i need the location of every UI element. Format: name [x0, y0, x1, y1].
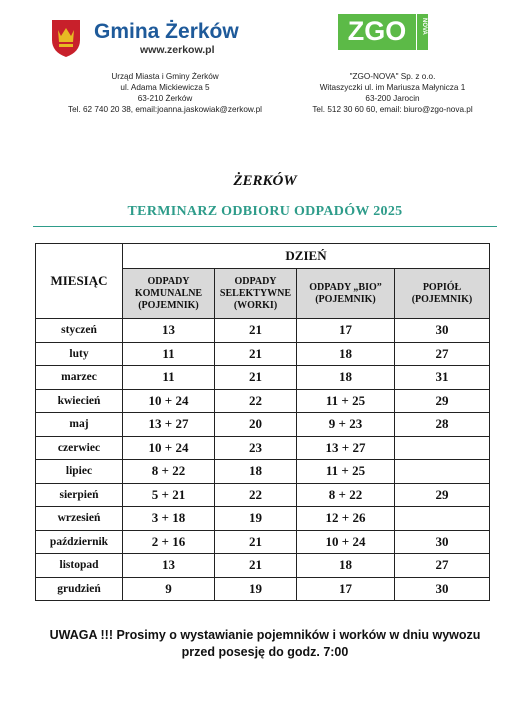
day-cell: 20 — [215, 413, 297, 437]
day-cell — [395, 507, 490, 531]
day-cell: 19 — [215, 577, 297, 601]
schedule-table — [35, 243, 490, 601]
column-header-line: ODPADY — [234, 275, 277, 287]
note-line: przed posesję do godz. 7:00 — [181, 645, 349, 659]
day-cell: 11 + 25 — [297, 389, 395, 413]
day-header: DZIEŃ — [123, 244, 490, 269]
address-line: Witaszyczki ul. im Mariusza Małynicza 1 — [319, 83, 466, 92]
day-cell: 5 + 21 — [123, 483, 215, 507]
month-cell: marzec — [36, 366, 123, 390]
page-title: TERMINARZ ODBIORU ODPADÓW 2025 — [127, 204, 403, 219]
column-header-komunalne — [123, 269, 215, 319]
column-header-line: (WORKI) — [233, 299, 278, 311]
table-row — [36, 460, 490, 484]
address-line: "ZGO-NOVA" Sp. z o.o. — [349, 72, 436, 81]
day-cell — [395, 436, 490, 460]
day-cell: 13 — [123, 554, 215, 578]
day-cell: 12 + 26 — [297, 507, 395, 531]
table-row — [36, 554, 490, 578]
month-cell: listopad — [36, 554, 123, 578]
day-cell: 11 — [123, 366, 215, 390]
day-cell: 11 + 25 — [297, 460, 395, 484]
month-cell: grudzień — [36, 577, 123, 601]
month-cell: czerwiec — [36, 436, 123, 460]
month-cell: wrzesień — [36, 507, 123, 531]
day-cell: 31 — [395, 366, 490, 390]
day-cell: 29 — [395, 483, 490, 507]
day-cell: 10 + 24 — [297, 530, 395, 554]
day-cell: 30 — [395, 319, 490, 343]
day-cell: 10 + 24 — [123, 389, 215, 413]
gmina-logo — [50, 16, 250, 64]
gmina-name: Gmina Żerków — [94, 20, 239, 43]
column-header-line: ODPADY — [147, 275, 190, 287]
address-right — [285, 71, 500, 115]
day-cell: 27 — [395, 342, 490, 366]
day-cell: 28 — [395, 413, 490, 437]
column-header-line: (POJEMNIK) — [411, 293, 473, 305]
schedule-body — [36, 319, 490, 601]
title-divider — [33, 226, 497, 227]
month-cell: luty — [36, 342, 123, 366]
day-cell: 10 + 24 — [123, 436, 215, 460]
table-row — [36, 483, 490, 507]
city-name: ŻERKÓW — [233, 173, 297, 189]
address-left — [40, 71, 290, 115]
column-header-line: POPIÓŁ — [422, 281, 462, 293]
address-line: ul. Adama Mickiewicza 5 — [120, 83, 210, 92]
address-line: 63-200 Jarocin — [365, 94, 420, 103]
day-cell: 13 + 27 — [123, 413, 215, 437]
day-cell: 18 — [215, 460, 297, 484]
column-header-line: SELEKTYWNE — [219, 287, 292, 299]
table-row — [36, 389, 490, 413]
month-cell: październik — [36, 530, 123, 554]
day-cell: 11 — [123, 342, 215, 366]
zgo-logo-text: ZGO — [347, 16, 407, 46]
day-cell: 8 + 22 — [297, 483, 395, 507]
column-header-line: (POJEMNIK) — [138, 299, 199, 311]
day-cell: 21 — [215, 342, 297, 366]
day-cell: 18 — [297, 342, 395, 366]
day-cell: 9 + 23 — [297, 413, 395, 437]
table-row — [36, 319, 490, 343]
day-cell: 30 — [395, 530, 490, 554]
table-row — [36, 413, 490, 437]
month-cell: lipiec — [36, 460, 123, 484]
column-header-line: (POJEMNIK) — [315, 293, 376, 305]
note-line: UWAGA !!! Prosimy o wystawianie pojemników i worków w dniu wywozu — [49, 628, 481, 642]
column-header-selektywne — [215, 269, 297, 319]
zgo-logo-side-text: NOVA — [421, 18, 427, 35]
column-header-bio — [297, 269, 395, 319]
day-cell: 27 — [395, 554, 490, 578]
day-cell: 22 — [215, 389, 297, 413]
day-cell: 2 + 16 — [123, 530, 215, 554]
address-line: 63-210 Żerków — [137, 94, 193, 103]
zgo-logo — [338, 14, 430, 54]
day-cell: 13 + 27 — [297, 436, 395, 460]
column-header-popiol — [395, 269, 490, 319]
day-cell: 30 — [395, 577, 490, 601]
table-row — [36, 577, 490, 601]
month-cell: kwiecień — [36, 389, 123, 413]
table-row — [36, 366, 490, 390]
day-cell: 17 — [297, 577, 395, 601]
table-row — [36, 436, 490, 460]
day-cell: 17 — [297, 319, 395, 343]
day-cell: 22 — [215, 483, 297, 507]
address-line: Tel. 512 30 60 60, email: biuro@zgo-nova.pl — [312, 105, 473, 114]
day-cell: 13 — [123, 319, 215, 343]
day-cell: 21 — [215, 530, 297, 554]
column-header-line: KOMUNALNE — [134, 287, 203, 299]
table-row — [36, 507, 490, 531]
month-cell: styczeń — [36, 319, 123, 343]
day-cell: 23 — [215, 436, 297, 460]
day-cell — [395, 460, 490, 484]
crest-icon — [50, 18, 82, 58]
day-cell: 8 + 22 — [123, 460, 215, 484]
column-header-line: ODPADY „BIO” — [309, 281, 382, 293]
month-header: MIESIĄC — [36, 244, 123, 319]
table-row — [36, 530, 490, 554]
day-cell: 3 + 18 — [123, 507, 215, 531]
day-cell: 21 — [215, 366, 297, 390]
day-cell: 9 — [123, 577, 215, 601]
table-row — [36, 342, 490, 366]
day-cell: 18 — [297, 554, 395, 578]
day-cell: 21 — [215, 319, 297, 343]
day-cell: 19 — [215, 507, 297, 531]
gmina-website: www.zerkow.pl — [140, 44, 215, 56]
month-cell: maj — [36, 413, 123, 437]
day-cell: 29 — [395, 389, 490, 413]
day-cell: 21 — [215, 554, 297, 578]
day-cell: 18 — [297, 366, 395, 390]
address-line: Tel. 62 740 20 38, email:joanna.jaskowiak@zerkow.pl — [67, 105, 262, 114]
address-line: Urząd Miasta i Gminy Żerków — [111, 72, 219, 81]
collection-note — [0, 627, 530, 661]
month-cell: sierpień — [36, 483, 123, 507]
